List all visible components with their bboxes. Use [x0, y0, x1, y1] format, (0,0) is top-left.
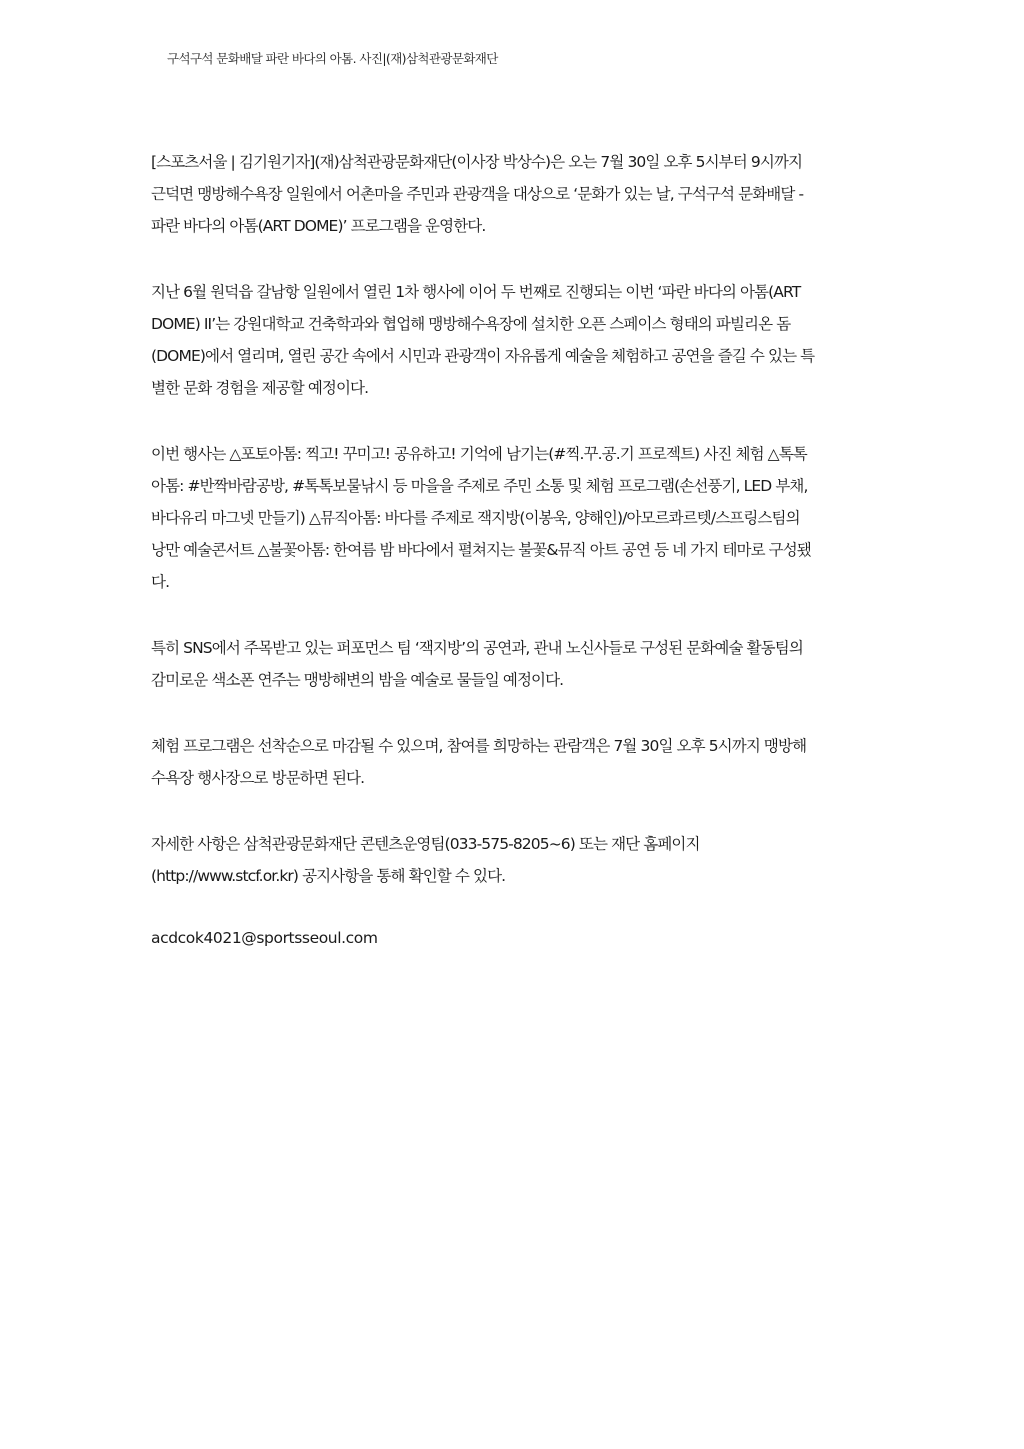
paragraph-highlights: [151, 632, 881, 696]
paragraph-line: (DOME)에서 열리며, 열린 공간 속에서 시민과 관광객이 자유롭게 예술을 체험하고 공연을 즐길 수 있는 특: [151, 347, 815, 365]
paragraph-line: 바다유리 마그넷 만들기) △뮤직아톰: 바다를 주제로 잭지방(이봉욱, 양해인)/아모르콰르텟/스프링스팀의: [151, 509, 800, 527]
paragraph-line: 특히 SNS에서 주목받고 있는 퍼포먼스 팀 ‘잭지방’의 공연과, 관내 노신사들로 구성된 문화예술 활동팀의: [151, 639, 803, 657]
paragraph-line: 다.: [151, 573, 170, 591]
paragraph-line: DOME) II’는 강원대학교 건축학과와 협업해 맹방해수욕장에 설치한 오픈 스페이스 형태의 파빌리온 돔: [151, 315, 791, 333]
paragraph-line: 아톰: #반짝바람공방, #톡톡보물낚시 등 마을을 주제로 주민 소통 및 체험 프로그램(손선풍기, LED 부채,: [151, 477, 808, 495]
paragraph-background: [151, 276, 881, 404]
paragraph-line: 감미로운 색소폰 연주는 맹방해변의 밤을 예술로 물들일 예정이다.: [151, 671, 564, 689]
paragraph-line: 지난 6월 원덕읍 갈남항 일원에서 열린 1차 행사에 이어 두 번째로 진행되는 이번 ‘파란 바다의 아톰(ART: [151, 283, 801, 301]
paragraph-line: [스포츠서울 | 김기원기자](재)삼척관광문화재단(이사장 박상수)은 오는 7월 30일 오후 5시부터 9시까지: [151, 153, 803, 171]
paragraph-line: 이번 행사는 △포토아톰: 찍고! 꾸미고! 공유하고! 기억에 남기는(#찍.꾸.공.기 프로젝트) 사진 체험 △톡톡: [151, 445, 807, 463]
article-body: [151, 146, 881, 954]
paragraph-program: [151, 438, 881, 598]
paragraph-line: 낭만 예술콘서트 △불꽃아톰: 한여름 밤 바다에서 펼쳐지는 불꽃&뮤직 아트 공연 등 네 가지 테마로 구성됐: [151, 541, 811, 559]
paragraph-intro: [151, 146, 881, 242]
paragraph-line: (http://www.stcf.or.kr) 공지사항을 통해 확인할 수 있다.: [151, 867, 506, 885]
photo-caption: 구석구석 문화배달 파란 바다의 아톰. 사진|(재)삼척관광문화재단: [167, 51, 498, 66]
reporter-email[interactable]: acdcok4021@sportsseoul.com: [151, 929, 378, 947]
paragraph-line: 자세한 사항은 삼척관광문화재단 콘텐츠운영팀(033-575-8205~6) 또는 재단 홈페이지: [151, 835, 700, 853]
paragraph-line: 체험 프로그램은 선착순으로 마감될 수 있으며, 참여를 희망하는 관람객은 7월 30일 오후 5시까지 맹방해: [151, 737, 807, 755]
paragraph-contact: [151, 828, 881, 892]
paragraph-line: 수욕장 행사장으로 방문하면 된다.: [151, 769, 365, 787]
paragraph-line: 파란 바다의 아톰(ART DOME)’ 프로그램을 운영한다.: [151, 217, 486, 235]
paragraph-line: 별한 문화 경험을 제공할 예정이다.: [151, 379, 369, 397]
paragraph-participation: [151, 730, 881, 794]
paragraph-line: 근덕면 맹방해수욕장 일원에서 어촌마을 주민과 관광객을 대상으로 ‘문화가 있는 날, 구석구석 문화배달 -: [151, 185, 804, 203]
